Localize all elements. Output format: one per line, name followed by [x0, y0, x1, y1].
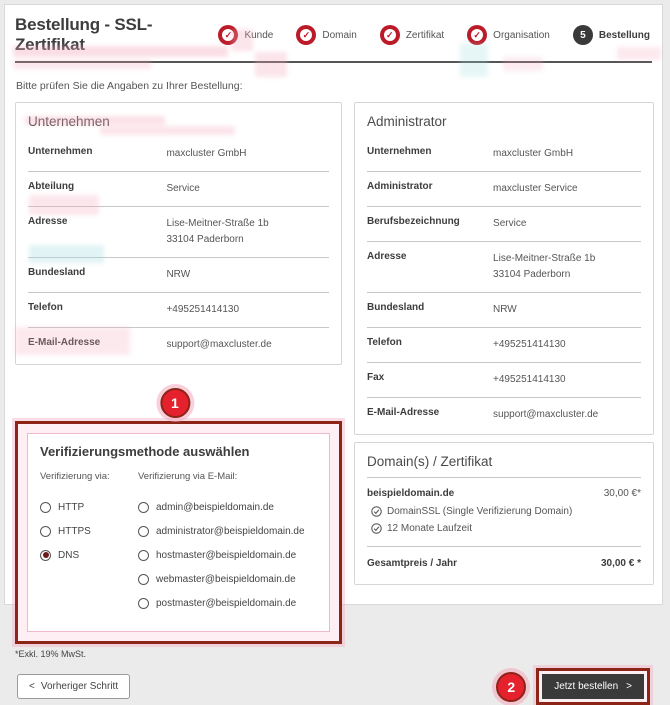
radio-icon[interactable]: [40, 526, 51, 537]
circle-check-icon: [371, 506, 382, 517]
radio-label: administrator@beispieldomain.de: [156, 525, 305, 537]
radio-option-email-admin[interactable]: [138, 495, 305, 519]
check-circle-icon: ✓: [218, 25, 238, 45]
annotation-border-2: [536, 668, 650, 705]
address-line-1: Lise-Meitner-Straße 1b: [493, 253, 596, 264]
order-feature: [367, 520, 641, 537]
radio-icon[interactable]: [138, 550, 149, 561]
order-now-button[interactable]: [542, 674, 644, 699]
annotation-badge-2: 2: [496, 672, 526, 702]
header: [5, 5, 662, 61]
left-column: [15, 102, 342, 644]
table-row: [28, 171, 329, 206]
tax-note: *Exkl. 19% MwSt.: [15, 649, 87, 659]
order-total-price: 30,00 € *: [600, 558, 641, 569]
row-value: maxcluster GmbH: [493, 148, 574, 159]
radio-option-email-hostmaster[interactable]: [138, 543, 305, 567]
annotation-region-1: [15, 395, 342, 644]
email-column-label: Verifizierung via E-Mail:: [138, 471, 238, 482]
step-number-circle: 5: [573, 25, 593, 45]
row-label: Adresse: [28, 216, 68, 227]
verification-email-column: [138, 471, 305, 615]
radio-icon[interactable]: [138, 502, 149, 513]
check-circle-icon: ✓: [296, 25, 316, 45]
order-domain: beispieldomain.de: [367, 488, 455, 499]
order-now-label: Jetzt bestellen: [554, 681, 619, 692]
table-row: [28, 327, 329, 362]
table-row: [367, 241, 641, 292]
order-feature-label: DomainSSL (Single Verifizierung Domain): [387, 506, 573, 517]
table-row: [28, 257, 329, 292]
row-value: +495251414130: [493, 339, 566, 350]
row-label: Bundesland: [367, 302, 425, 313]
row-value: NRW: [166, 269, 191, 280]
previous-step-label: Vorheriger Schritt: [40, 681, 119, 692]
step-label: Zertifikat: [405, 29, 445, 41]
row-label: Administrator: [367, 181, 433, 192]
radio-option-https[interactable]: [40, 519, 138, 543]
row-label: Bundesland: [28, 267, 86, 278]
step-kunde[interactable]: [218, 25, 273, 45]
order-total-label: Gesamtpreis / Jahr: [367, 558, 458, 569]
radio-label: HTTP: [58, 501, 85, 513]
verification-method-column: [40, 471, 138, 615]
row-label: Abteilung: [28, 181, 75, 192]
radio-selected-icon[interactable]: [40, 550, 51, 561]
check-circle-icon: ✓: [380, 25, 400, 45]
row-label: Unternehmen: [28, 146, 93, 157]
table-row: [367, 171, 641, 206]
radio-option-email-postmaster[interactable]: [138, 591, 305, 615]
row-value: Service: [493, 218, 527, 229]
step-label: Domain: [322, 29, 357, 41]
row-value: [493, 251, 595, 283]
row-label: Berufsbezeichnung: [367, 216, 460, 227]
wizard-stepper: [218, 25, 650, 45]
order-domain-price: 30,00 €*: [603, 488, 641, 499]
order-feature: [367, 503, 641, 520]
table-row: [28, 206, 329, 257]
step-label: Kunde: [244, 29, 274, 41]
order-card-title: Domain(s) / Zertifikat: [367, 451, 641, 478]
administrator-card-title: Administrator: [367, 114, 447, 129]
radio-option-email-administrator[interactable]: [138, 519, 305, 543]
row-label: Adresse: [367, 251, 407, 262]
row-value: maxcluster GmbH: [166, 148, 247, 159]
chevron-right-icon: >: [626, 680, 632, 692]
radio-icon[interactable]: [138, 574, 149, 585]
annotation-region-2: [507, 668, 650, 705]
main-content: [5, 102, 662, 644]
order-summary-card: [354, 442, 654, 585]
row-label: Telefon: [367, 337, 402, 348]
step-label: Organisation: [493, 29, 550, 41]
radio-option-email-webmaster[interactable]: [138, 567, 305, 591]
table-row: [28, 137, 329, 171]
administrator-card: [354, 102, 654, 435]
radio-icon[interactable]: [40, 502, 51, 513]
annotation-badge-1: 1: [160, 388, 190, 418]
address-line-2: 33104 Paderborn: [166, 234, 244, 245]
company-card-title: Unternehmen: [28, 114, 110, 129]
radio-label: hostmaster@beispieldomain.de: [156, 549, 297, 561]
radio-icon[interactable]: [138, 598, 149, 609]
address-line-2: 33104 Paderborn: [493, 269, 571, 280]
check-circle-icon: ✓: [467, 25, 487, 45]
row-value: Service: [166, 183, 200, 194]
row-label: Unternehmen: [367, 146, 432, 157]
step-domain[interactable]: [296, 25, 356, 45]
radio-label: postmaster@beispieldomain.de: [156, 597, 297, 609]
order-domain-row: [367, 478, 641, 503]
step-bestellung: [573, 25, 650, 45]
radio-icon[interactable]: [138, 526, 149, 537]
order-feature-label: 12 Monate Laufzeit: [387, 523, 473, 534]
verification-title: Verifizierungsmethode auswählen: [40, 444, 250, 459]
table-row: [367, 327, 641, 362]
row-label: Telefon: [28, 302, 63, 313]
step-label: Bestellung: [598, 29, 650, 41]
header-divider: [15, 61, 652, 63]
row-value: support@maxcluster.de: [166, 339, 272, 350]
page-title: Bestellung - SSL-Zertifikat: [15, 15, 153, 54]
radio-label: DNS: [58, 549, 80, 561]
footer-bar: [17, 668, 650, 705]
row-value: +495251414130: [166, 304, 240, 315]
row-value: support@maxcluster.de: [493, 409, 599, 420]
row-value: maxcluster Service: [493, 183, 578, 194]
table-row: [367, 292, 641, 327]
table-row: [367, 362, 641, 397]
circle-check-icon: [371, 523, 382, 534]
row-label: Fax: [367, 372, 385, 383]
annotation-border-1: [15, 421, 342, 644]
radio-option-http[interactable]: [40, 495, 138, 519]
content-card: [4, 4, 663, 695]
row-value: NRW: [493, 304, 517, 315]
verification-card: [27, 433, 330, 632]
radio-option-dns[interactable]: [40, 543, 138, 567]
order-total-row: [367, 546, 641, 578]
row-value: +495251414130: [493, 374, 566, 385]
step-zertifikat[interactable]: [380, 25, 444, 45]
row-label: E-Mail-Adresse: [28, 337, 101, 348]
previous-step-button[interactable]: [17, 674, 130, 699]
radio-label: HTTPS: [58, 525, 91, 537]
radio-label: webmaster@beispieldomain.de: [156, 573, 296, 585]
table-row: [367, 397, 641, 432]
radio-label: admin@beispieldomain.de: [156, 501, 274, 513]
row-label: E-Mail-Adresse: [367, 407, 440, 418]
method-column-label: Verifizierung via:: [40, 471, 110, 482]
intro-text: Bitte prüfen Sie die Angaben zu Ihrer Bestellung:: [16, 80, 243, 92]
table-row: [28, 292, 329, 327]
address-line-1: Lise-Meitner-Straße 1b: [166, 218, 269, 229]
table-row: [367, 137, 641, 171]
row-value: [166, 216, 268, 248]
right-column: [354, 102, 654, 585]
company-card: [15, 102, 342, 365]
table-row: [367, 206, 641, 241]
chevron-left-icon: <: [29, 680, 35, 692]
step-organisation[interactable]: [467, 25, 550, 45]
